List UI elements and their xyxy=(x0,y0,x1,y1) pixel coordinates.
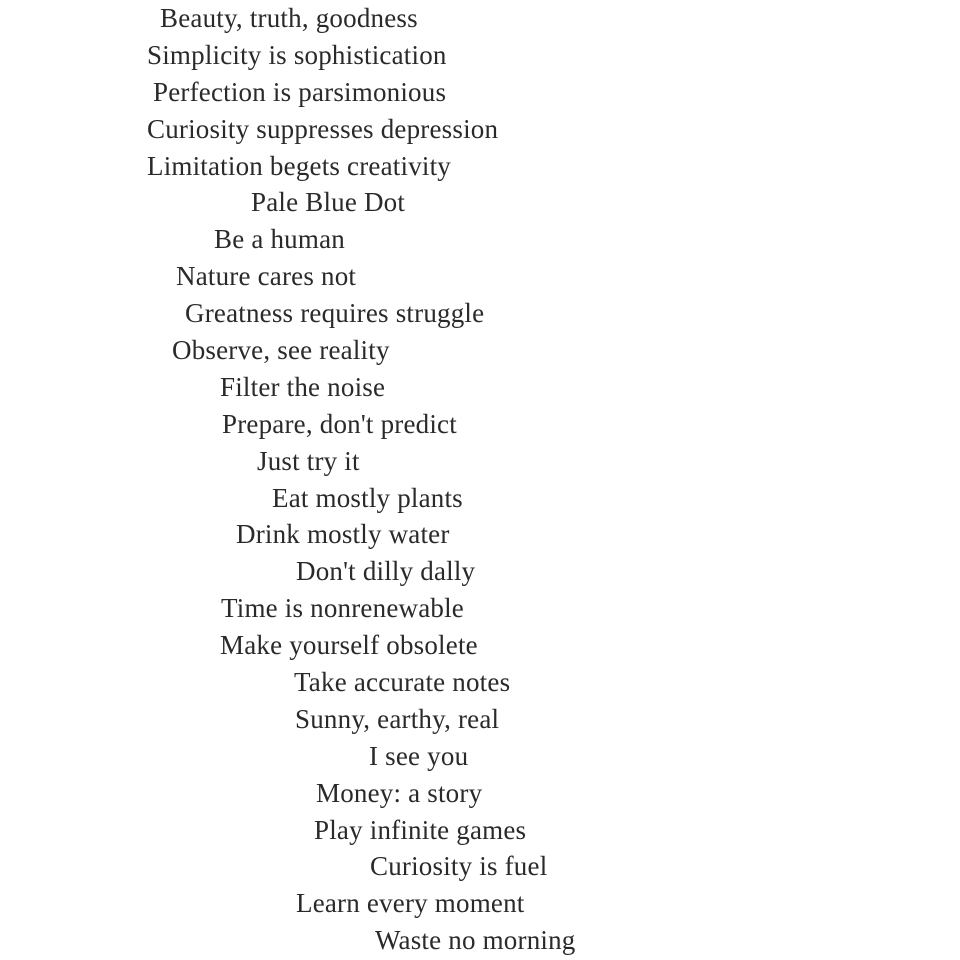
quote-line: I see you xyxy=(369,740,469,771)
quote-line: Observe, see reality xyxy=(172,335,390,366)
quote-line: Curiosity is fuel xyxy=(370,851,548,882)
quote-line: Be a human xyxy=(214,224,345,255)
quote-line: Curiosity suppresses depression xyxy=(147,113,499,144)
quote-line: Take accurate notes xyxy=(294,667,511,698)
quote-line: Money: a story xyxy=(316,777,483,808)
quote-line: Just try it xyxy=(257,445,360,476)
quote-line: Eat mostly plants xyxy=(272,482,463,513)
quote-line: Prepare, don't predict xyxy=(222,408,457,439)
quote-line: Don't dilly dally xyxy=(296,556,476,587)
quote-line: Waste no morning xyxy=(375,925,576,956)
quote-line: Play infinite games xyxy=(314,814,527,845)
quote-line: Sunny, earthy, real xyxy=(295,703,500,734)
quote-line: Nature cares not xyxy=(176,261,357,292)
quote-line: Make yourself obsolete xyxy=(220,630,478,661)
quote-line: Perfection is parsimonious xyxy=(153,76,447,107)
quote-line: Time is nonrenewable xyxy=(221,593,464,624)
quote-line: Simplicity is sophistication xyxy=(147,39,447,70)
quote-line: Limitation begets creativity xyxy=(147,150,452,181)
quote-line: Beauty, truth, goodness xyxy=(160,3,418,33)
quote-line: Greatness requires struggle xyxy=(185,298,485,329)
quote-line: Pale Blue Dot xyxy=(251,187,406,218)
quote-line: Filter the noise xyxy=(220,371,386,402)
quote-line: Drink mostly water xyxy=(236,519,450,550)
quote-line: Learn every moment xyxy=(296,888,525,919)
